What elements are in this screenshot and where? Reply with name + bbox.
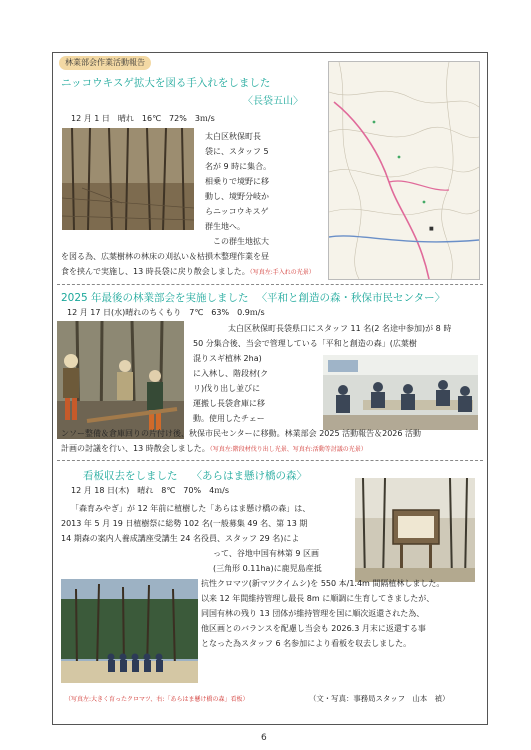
section1-last-line2 [61,264,315,280]
section1-line: この群生地拡大 [205,237,269,246]
section3-title [83,468,307,483]
section2-line2: 50 分集合後、当会で管理している「平和と創造の森」(広葉樹 [193,339,417,348]
section3-line2: 2013 年 5 月 19 日植樹祭に総勢 102 名(一般募集 49 名、第 13 期 [61,519,308,528]
area-map [328,61,480,280]
section2-title-text: 2025 年最後の林業部会を実施しました [61,292,249,304]
section1-subtitle: 〈長袋五山〉 [243,96,303,107]
section2-line: リ)伐り出し並びに [193,384,261,393]
section2-body-short [193,351,268,426]
author-credit: （文・写真：事務局スタッフ 山本 禎） [309,694,450,703]
section3-line9: 他区画とのバランスを配慮し当会も 2026.3 月末に返還する事 [201,624,426,633]
article-frame [52,52,488,725]
section1-line: らニッコウキスゲ [205,207,269,216]
section2-meta: 12 月 17 日(水)晴れのちくもり 7℃ 63% 0.9ｍ/s [67,308,265,317]
section3-subtitle: 〈あらはま懸け橋の森〉 [191,470,307,482]
section2-title [61,290,445,305]
svg-text:■: ■ [429,226,434,232]
sign-photo [355,478,475,582]
section1-line: 袋に、スタッフ 5 [205,147,269,156]
category-badge: 林業部会作業活動報告 [59,56,151,70]
section-divider [57,460,483,461]
section2-line: 運搬し長袋倉庫に移 [193,399,265,408]
section2-line: 混りスギ植林 2ha) [193,354,262,363]
section3-line10: となった為スタッフ 6 名参加により看板を収去しました。 [201,639,412,648]
section3-line1: 「森育みやぎ」が 12 年前に植樹した「あらはま懸け橋の森」は、 [71,504,311,513]
section3-meta: 12 月 18 日(木) 晴れ 8℃ 70% 4ｍ/s [71,486,230,495]
section1-line: 動し、境野分岐か [205,192,269,201]
log-carrying-photo [57,321,184,439]
meeting-photo [323,355,478,430]
section1-caption: （写真左:手入れの光景） [249,269,315,276]
section-divider [57,284,483,285]
section1-title: ニッコウキスゲ拡大を図る手入れをしました [61,77,271,89]
section2-line-full1: ンソー整備＆倉庫回りの片付け後、秋保市民センターに移動。林業部会 2025 活動報告＆2026 活動 [61,429,422,438]
section1-last-line: を図る為、広葉樹林の林床の刈払い＆枯損木整理作業を昼 [61,252,269,261]
section2-line-full2 [61,441,367,457]
section2-subtitle: 〈平和と創造の森・秋保市民センター〉 [256,292,446,304]
pine-trees-photo [61,579,198,683]
section2-caption: （写真左:階段材伐り出し光景、写真右:活動等討議の光景） [209,446,367,453]
section1-line: 太白区秋保町長 [205,132,261,141]
section2-line: 動。使用したチェー [193,414,265,423]
section1-line: 名が 9 時に集合。 [205,162,272,171]
section3-line5: (三角形 0.11ha)に鹿児島産抵 [213,564,322,573]
section3-line4: って、谷地中国有林第 9 区画 [213,549,320,558]
section3-line8: 同国有林の残り 13 団体が維持管理を国に順次返還された為、 [201,609,425,618]
section2-line: に入林し、階段材(ク [193,369,269,378]
section1-line: 群生地へ。 [205,222,245,231]
section3-line6: 抗性クロマツ(新マツクイムシ)を 550 本/1.4m 間隔植林しました。 [201,579,445,588]
section3-line3: 14 期森の案内人養成講座受講生 24 名役員、スタッフ 29 名)によ [61,534,300,543]
page-number: 6 [261,733,267,743]
forest-photo [62,128,194,230]
section1-meta: 12 月 1 日 晴れ 16℃ 72% 3ｍ/s [71,114,215,123]
section1-body [205,129,271,249]
section2-line1: 太白区秋保町長袋県口にスタッフ 11 名(2 名途中参加)が 8 時 [228,324,452,333]
section3-caption: （写真左:大きく育ったクロマツ、右:「あらはま懸け橋の森」看板） [65,696,249,703]
section3-line7: 以来 12 年間維持管理し最長 8m に順調に生育してきましたが、 [201,594,435,603]
map-image [329,62,479,279]
section2-last-text: 計画の討議を行い、13 時散会しました。 [61,444,210,453]
section3-title-text: 看板収去をしました [83,470,178,482]
section1-line: 相乗りで境野に移 [205,177,269,186]
section1-last-text: 食を挟んで実施し、13 時長袋に戻り散会しました。 [61,267,250,276]
